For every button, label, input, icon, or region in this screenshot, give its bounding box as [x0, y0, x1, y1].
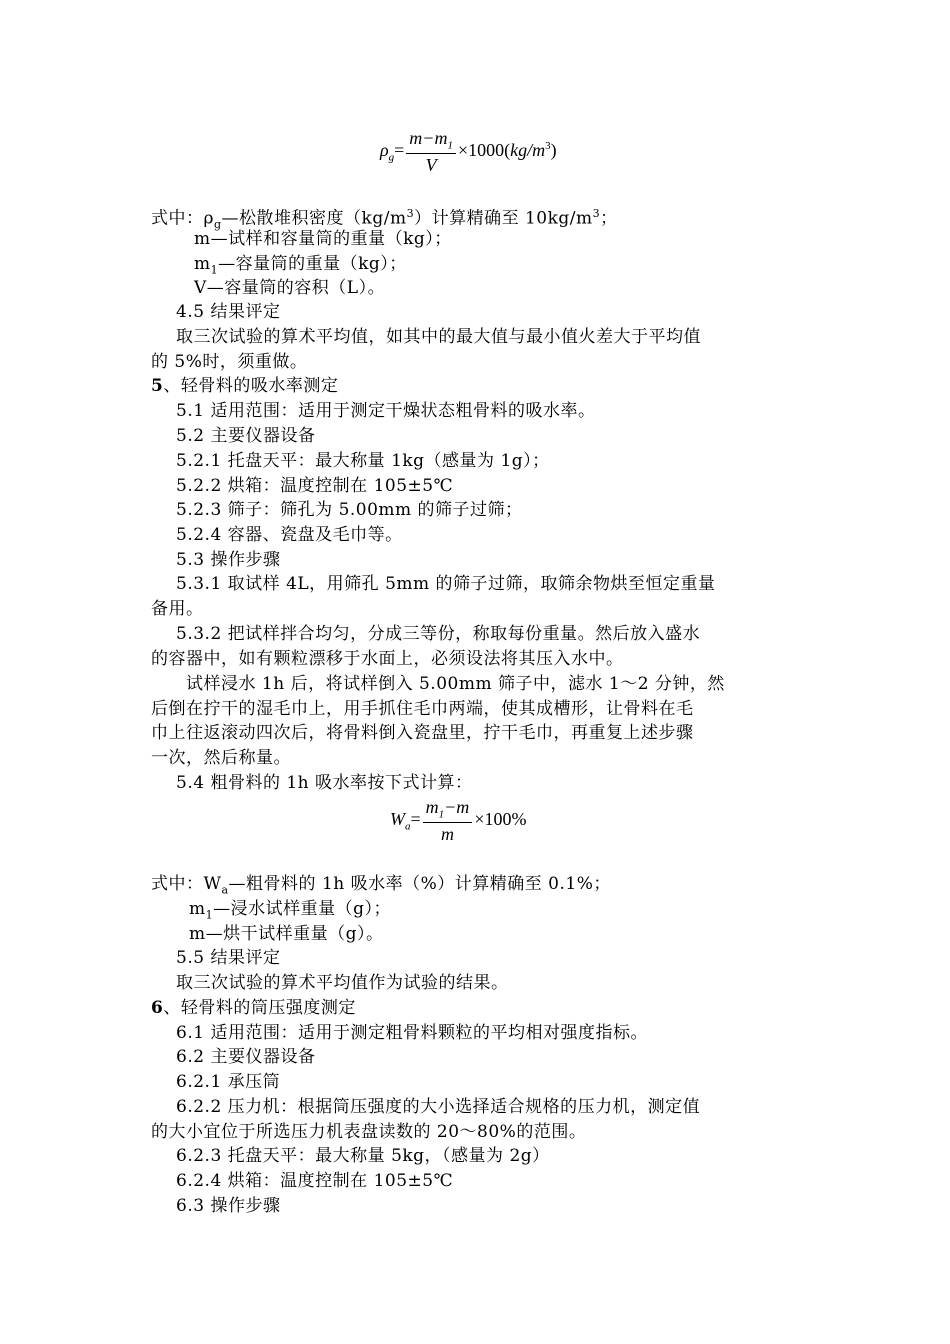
- paragraph-line: 取三次试验的算术平均值作为试验的结果。: [176, 973, 509, 993]
- formula-fraction: [406, 128, 456, 176]
- paragraph-line: 的容器中，如有颗粒漂移于水面上，必须设法将其压入水中。: [151, 649, 624, 669]
- paragraph-line: 5.1 适用范围：适用于测定干燥状态粗骨料的吸水率。: [176, 401, 596, 421]
- formula-denominator: V: [425, 154, 437, 175]
- paragraph-line: 5.2.1 托盘天平：最大称量 1kg（感量为 1g）；: [176, 451, 550, 471]
- section-heading: 5.3 操作步骤: [176, 550, 281, 570]
- formula-denominator: m: [440, 823, 454, 844]
- formula-multiplier: ×100%: [474, 808, 527, 829]
- paragraph-line: 6.2.3 托盘天平：最大称量 5kg，（感量为 2g）: [176, 1146, 550, 1166]
- formula-numerator: $m-m_1$: [406, 128, 456, 154]
- paragraph-line: 5.4 粗骨料的 1h 吸水率按下式计算：: [176, 773, 473, 793]
- section-heading: 6.3 操作步骤: [176, 1196, 281, 1216]
- formula-symbol: ρ: [380, 139, 389, 160]
- paragraph-line: 取三次试验的算术平均值，如其中的最大值与最小值火差大于平均值: [176, 327, 701, 347]
- paragraph-line: 巾上往返滚动四次后，将骨料倒入瓷盘里，拧干毛巾，再重复上述步骤: [151, 723, 694, 743]
- paragraph-line: 后倒在拧干的湿毛巾上，用手抓住毛巾两端，使其成槽形，让骨料在毛: [151, 699, 694, 719]
- paragraph-line: 5.2.4 容器、瓷盘及毛巾等。: [176, 525, 403, 545]
- paragraph-line: 5.2.2 烘箱：温度控制在 105±5℃: [176, 476, 454, 496]
- section-heading: 4.5 结果评定: [176, 302, 281, 322]
- chapter-heading: 5、轻骨料的吸水率测定: [151, 376, 339, 396]
- paragraph-line: 6.2.2 压力机：根据筒压强度的大小选择适合规格的压力机，测定值: [176, 1097, 701, 1117]
- paragraph-line: 的大小宜位于所选压力机表盘读数的 20～80%的范围。: [151, 1122, 587, 1142]
- absorption-formula: [390, 797, 526, 845]
- section-heading: 5.2 主要仪器设备: [176, 426, 316, 446]
- density-formula: [380, 128, 557, 176]
- paragraph-line: 5.3.2 把试样拌合均匀，分成三等份，称取每份重量。然后放入盛水: [176, 624, 701, 644]
- formula-legend-line: V—容量筒的容积（L）。: [194, 278, 386, 298]
- paragraph-line: 6.2.1 承压筒: [176, 1072, 281, 1092]
- formula-equals: =: [410, 808, 421, 829]
- formula-fraction: [423, 797, 473, 845]
- formula-legend-line: m—试样和容量筒的重量（kg）；: [194, 229, 452, 249]
- formula-subscript: a: [405, 820, 411, 833]
- paragraph-line: 6.1 适用范围：适用于测定粗骨料颗粒的平均相对强度指标。: [176, 1023, 648, 1043]
- paragraph-line: 的 5%时，须重做。: [151, 352, 308, 372]
- paragraph-line: 试样浸水 1h 后，将试样倒入 5.00mm 筛子中，滤水 1～2 分钟，然: [186, 674, 725, 694]
- formula-legend-line: 式中：$\rho_g—$松散堆积密度$(kg/m^3)$计算精确至 $10kg/m^3$；: [151, 207, 618, 232]
- paragraph-line: 6.2.4 烘箱：温度控制在 105±5℃: [176, 1171, 454, 1191]
- formula-legend-line: m—烘干试样重量（g）。: [189, 924, 384, 944]
- formula-multiplier: ×1000: [457, 139, 505, 160]
- formula-equals: =: [394, 139, 405, 160]
- paragraph-line: 5.3.1 取试样 4L，用筛孔 5mm 的筛子过筛，取筛余物烘至恒定重量: [176, 574, 716, 594]
- paragraph-line: 一次，然后称量。: [151, 748, 291, 768]
- formula-subscript: g: [388, 151, 395, 164]
- formula-unit: $(kg/m^3)$: [504, 139, 557, 160]
- formula-numerator: $m_1-m$: [423, 797, 473, 823]
- section-heading: 5.5 结果评定: [176, 948, 281, 968]
- chapter-heading: 6、轻骨料的筒压强度测定: [151, 998, 356, 1018]
- paragraph-line: 备用。: [151, 599, 204, 619]
- section-heading: 6.2 主要仪器设备: [176, 1047, 316, 1067]
- formula-symbol: W: [390, 808, 405, 829]
- paragraph-line: 5.2.3 筛子：筛孔为 5.00mm 的筛子过筛；: [176, 500, 523, 520]
- formula-legend-line: $m_1—$容量筒的重量（kg）；: [194, 254, 407, 277]
- formula-legend-line: 式中：$W_a—$粗骨料的 1h 吸水率（%）计算精确至 0.1%；: [151, 874, 611, 897]
- formula-legend-line: $m_1—$浸水试样重量（g）；: [189, 899, 392, 922]
